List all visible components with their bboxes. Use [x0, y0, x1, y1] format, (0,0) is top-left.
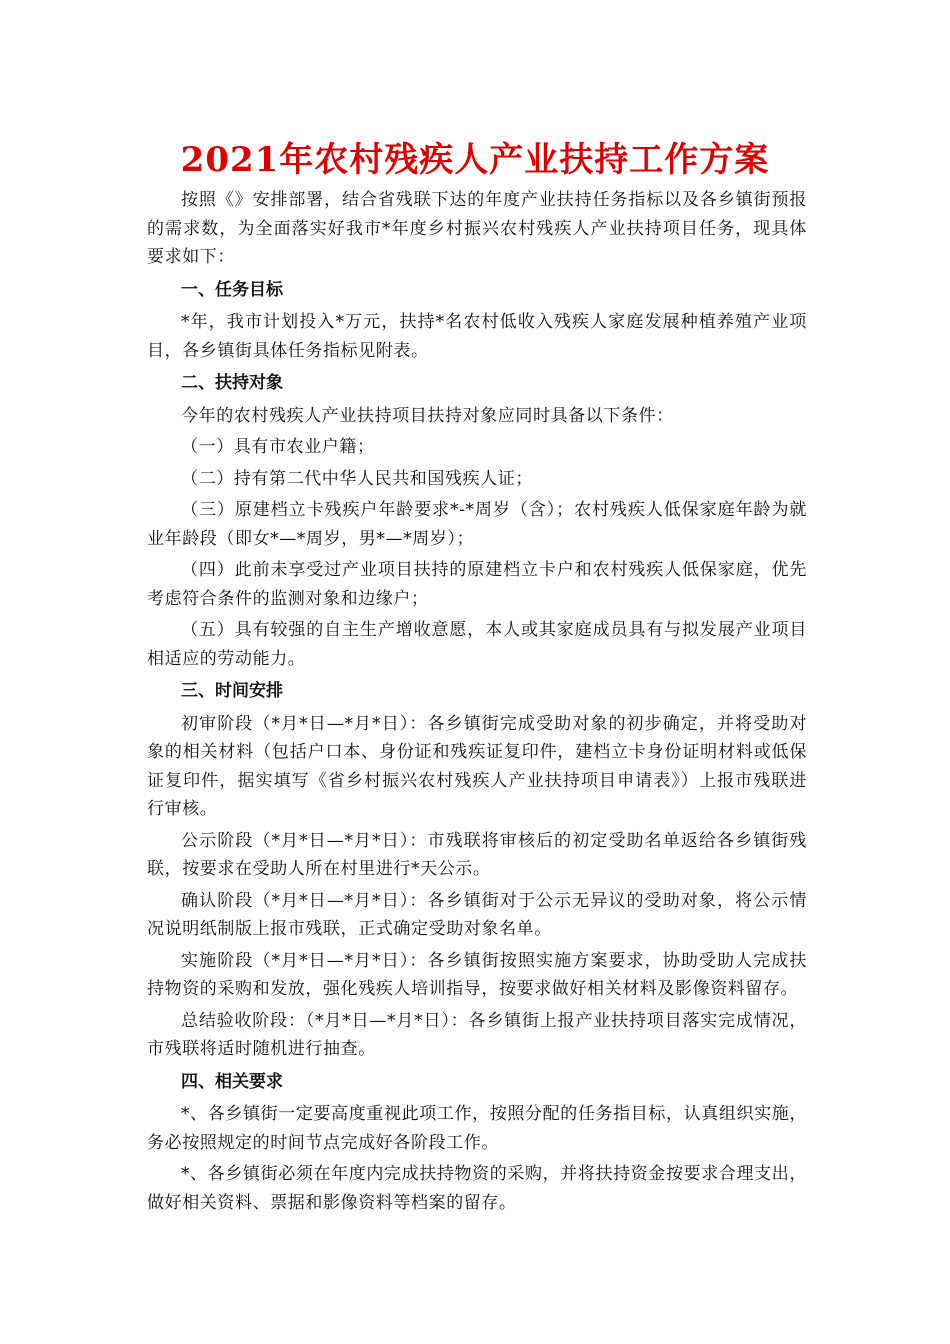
targets-item: （四）此前未享受过产业项目扶持的原建档立卡户和农村残疾人低保家庭，优先考虑符合条件的监测对象和边缘户；	[147, 560, 807, 609]
schedule-item: 实施阶段（*月*日—*月*日）：各乡镇街按照实施方案要求，协助受助人完成扶持物资的采购和发放，强化残疾人培训指导，按要求做好相关材料及影像资料留存。	[147, 950, 807, 999]
targets-lead: 今年的农村残疾人产业扶持项目扶持对象应同时具备以下条件：	[181, 405, 674, 426]
targets-item: （一）具有市农业户籍；	[181, 437, 375, 457]
targets-item: （五）具有较强的自主生产增收意愿，本人或其家庭成员具有与拟发展产业项目相适应的劳动能力。	[147, 620, 807, 669]
section-heading-schedule: 三、时间安排	[181, 681, 283, 701]
intro-paragraph: 按照《》安排部署，结合省残联下达的年度产业扶持任务指标以及各乡镇街预报的需求数，为全面落实好我市*年度乡村振兴农村残疾人产业扶持项目任务，现具体要求如下：	[147, 190, 807, 267]
schedule-item: 确认阶段（*月*日—*月*日）：各乡镇街对于公示无异议的受助对象，将公示情况说明纸制版上报市残联，正式确定受助对象名单。	[147, 890, 807, 939]
requirements-item: *、各乡镇街一定要高度重视此项工作，按照分配的任务指目标，认真组织实施，务必按照规定的时间节点完成好各阶段工作。	[147, 1104, 807, 1153]
goals-paragraph: *年，我市计划投入*万元，扶持*名农村低收入残疾人家庭发展种植养殖产业项目，各乡镇街具体任务指标见附表。	[147, 312, 807, 361]
schedule-item: 总结验收阶段：（*月*日—*月*日）：各乡镇街上报产业扶持项目落实完成情况，市残联将适时随机进行抽查。	[147, 1010, 807, 1059]
requirements-item: *、各乡镇街必须在年度内完成扶持物资的采购，并将扶持资金按要求合理支出，做好相关资料、票据和影像资料等档案的留存。	[147, 1164, 807, 1213]
document-title: 2021年农村残疾人产业扶持工作方案	[180, 140, 770, 180]
section-heading-targets: 二、扶持对象	[181, 373, 283, 393]
schedule-item: 公示阶段（*月*日—*月*日）：市残联将审核后的初定受助名单返给各乡镇街残联，按要求在受助人所在村里进行*天公示。	[147, 830, 807, 879]
section-heading-goals: 一、任务目标	[181, 279, 283, 300]
schedule-item: 初审阶段（*月*日—*月*日）：各乡镇街完成受助对象的初步确定，并将受助对象的相关材料（包括户口本、身份证和残疾证复印件，建档立卡身份证明材料或低保证复印件，据实填写《省乡村振兴农村残疾人产业扶持项目申请表》）上报市残联进行审核。	[147, 713, 807, 819]
targets-item: （二）持有第二代中华人民共和国残疾人证；	[181, 468, 533, 489]
targets-item: （三）原建档立卡残疾户年龄要求*-*周岁（含）；农村残疾人低保家庭年龄为就业年龄段（即女*—*周岁，男*—*周岁）；	[147, 500, 807, 549]
document-body	[147, 186, 807, 1217]
section-heading-requirements: 四、相关要求	[181, 1071, 283, 1092]
